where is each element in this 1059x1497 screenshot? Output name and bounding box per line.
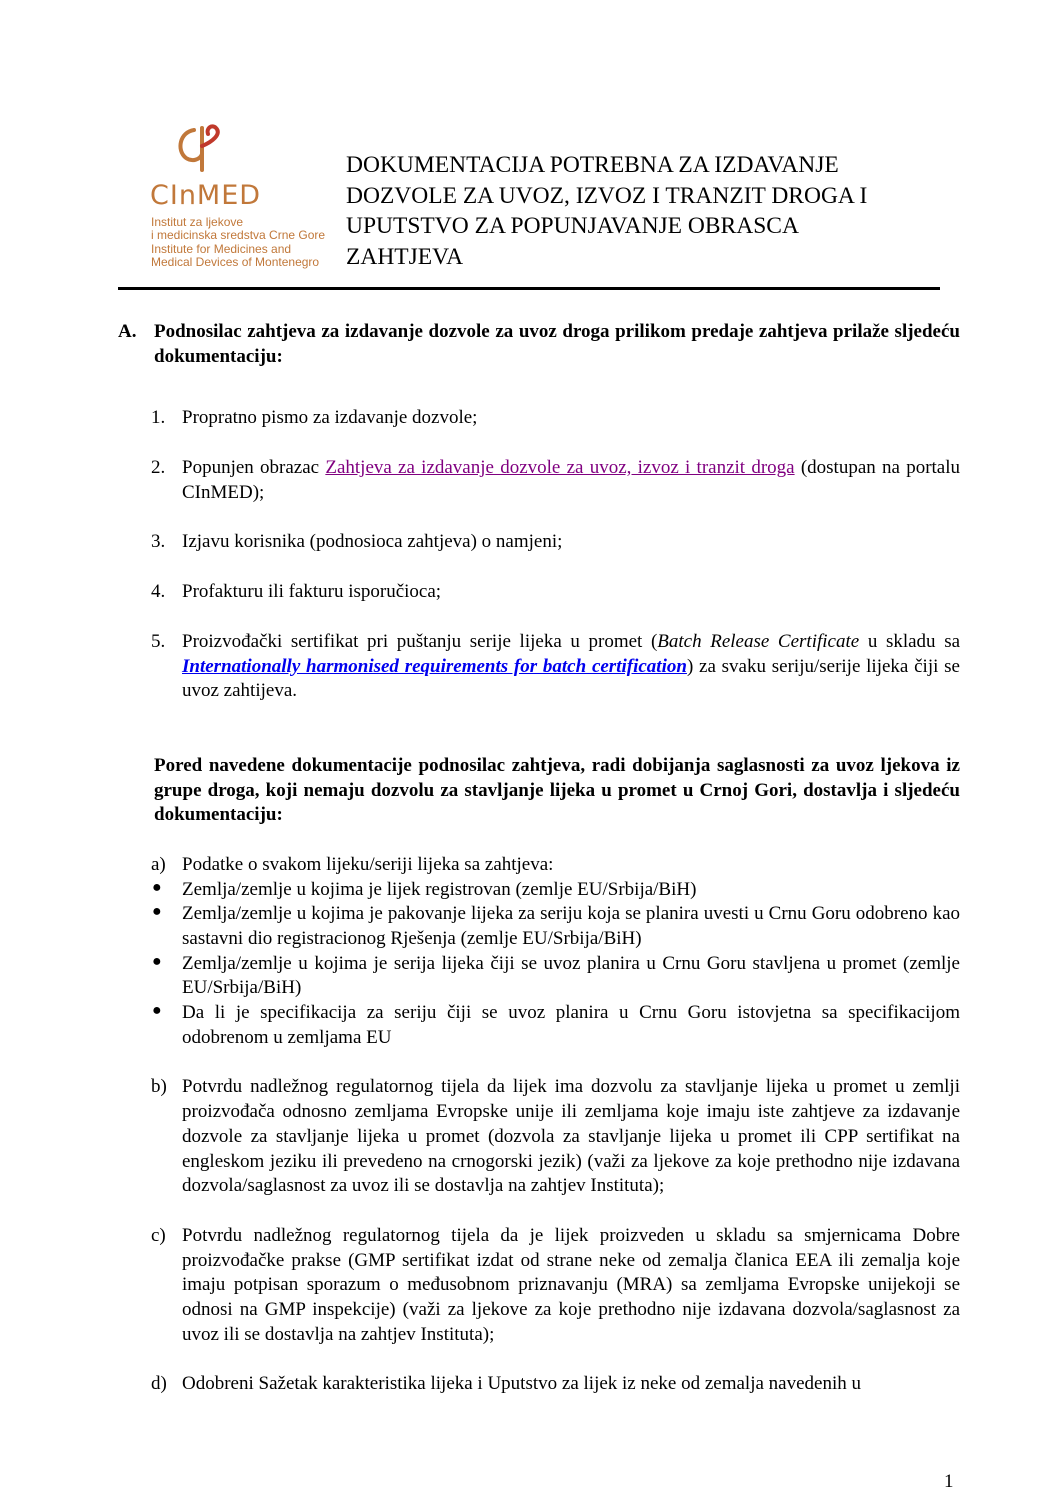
item-text: Potvrdu nadležnog regulatornog tijela da lijek ima dozvolu za stavljanje lijeka u promet u zemlji proizvođača odnosno zemljama Evropske unije ili zemljama koje imaju iste zahtjeve za izdavanje dozvole za stavljanje lijeka u promet (dozvola za stavljanje lijeka u promet ili CPP sertifikat na engleskom jeziku ili prevedeno na crnogorski jezik) (važi za ljekove za koje prethodno nije izdavana dozvola/saglasnost za uvoz ili se dostavlja na zahtjev Instituta); xyxy=(182,1076,960,1197)
batch-certification-link[interactable]: Internationally harmonised requirements for batch certification xyxy=(182,655,687,677)
item-letter: d) xyxy=(151,1373,167,1395)
bullet-icon: ● xyxy=(152,952,162,970)
bullet-item xyxy=(118,902,960,951)
title-line: DOZVOLE ZA UVOZ, IZVOZ I TRANZIT DROGA I xyxy=(346,182,868,209)
page-number: 1 xyxy=(944,1471,954,1492)
list-text: Propratno pismo za izdavanje dozvole; xyxy=(182,407,478,429)
cinmed-emblem-icon xyxy=(172,124,232,176)
lettered-item xyxy=(118,853,960,878)
bullet-icon: ● xyxy=(152,878,162,896)
item-text: Potvrdu nadležnog regulatornog tijela da je lijek proizveden u skladu sa smjernicama Dobre proizvođačke prakse (GMP sertifikat izdat od strane neke od zemalja članica EEA ili zemalja koje imaju potpisan sporazum o međusobnom priznavanju (MRA) sa zemljama Evropske unijekoji se odnosi na GMP inspekcije) (važi za ljekove za koje prethodno nije izdavana dozvola/saglasnost za uvoz ili se dostavlja na zahtjev Instituta); xyxy=(182,1224,960,1345)
lettered-item xyxy=(118,1224,960,1347)
bullet-icon: ● xyxy=(152,1002,162,1020)
logo-subtitle-line: Institute for Medicines and xyxy=(151,241,292,256)
section-marker: A. xyxy=(118,321,137,342)
bullet-text: Zemlja/zemlje u kojima je lijek registrovan (zemlje EU/Srbija/BiH) xyxy=(182,878,697,900)
list-item xyxy=(118,456,960,505)
item-letter: a) xyxy=(151,853,166,875)
request-form-link[interactable]: Zahtjeva za izdavanje dozvole za uvoz, izvoz i tranzit droga xyxy=(325,457,795,479)
title-line: DOKUMENTACIJA POTREBNA ZA IZDAVANJE xyxy=(346,152,839,178)
list-text-part: Popunjen obrazac xyxy=(182,457,326,479)
list-number: 1. xyxy=(151,407,166,429)
bullet-item xyxy=(118,952,960,1001)
logo-subtitle-line: i medicinska sredstva Crne Gore xyxy=(151,228,326,243)
list-item xyxy=(118,530,960,555)
section-heading-text: Podnosilac zahtjeva za izdavanje dozvole za uvoz droga prilikom predaje zahtjeva prilaže sljedeću dokumentaciju: xyxy=(154,321,960,367)
logo-subtitle-line: Medical Devices of Montenegro xyxy=(151,255,320,270)
logo-name: CInMED xyxy=(150,180,262,211)
cinmed-logo xyxy=(150,124,326,274)
item-letter: b) xyxy=(151,1076,167,1098)
logo-subtitle xyxy=(151,216,331,270)
list-number: 4. xyxy=(151,581,166,603)
item-text: Odobreni Sažetak karakteristika lijeka i Uputstvo za lijek iz neke od zemalja navedenih u xyxy=(182,1373,861,1395)
item-text: Podatke o svakom lijeku/seriji lijeka sa zahtjeva: xyxy=(182,853,554,875)
additional-docs-intro: Pored navedene dokumentacije podnosilac zahtjeva, radi dobijanja saglasnosti za uvoz ljekova iz grupe droga, koji nemaju dozvolu za stavljanje lijeka u promet u Crnoj Gori, dostavlja i sljedeću dokumentaciju: xyxy=(154,754,960,826)
list-text xyxy=(182,630,960,704)
list-item xyxy=(118,580,960,605)
bullet-item xyxy=(118,1001,960,1050)
bullet-text: Zemlja/zemlje u kojima je pakovanje lijeka za seriju koja se planira uvesti u Crnu Goru odobreno kao sastavni dio registracionog Rješenja (zemlje EU/Srbija/BiH) xyxy=(182,903,960,949)
document-body xyxy=(118,320,960,1397)
list-text-part: Proizvođački sertifikat pri puštanju serije lijeka u promet ( xyxy=(182,630,658,652)
title-line: UPUTSTVO ZA POPUNJAVANJE OBRASCA xyxy=(346,213,799,240)
list-text-part: (dostupan na portalu CInMED); xyxy=(182,457,961,503)
title-line: ZAHTJEVA xyxy=(346,243,464,270)
section-a-heading xyxy=(118,320,960,369)
bullet-text: Da li je specifikacija za seriju čiji se uvoz planira u Crnu Goru istovjetna sa specifikacijom odobrenom u zemljama EU xyxy=(182,1002,960,1048)
header-divider xyxy=(118,287,940,290)
list-number: 3. xyxy=(151,531,166,553)
list-number: 5. xyxy=(151,630,166,652)
list-text: Izjavu korisnika (podnosioca zahtjeva) o namjeni; xyxy=(182,531,563,553)
list-text: Profakturu ili fakturu isporučioca; xyxy=(182,581,442,603)
list-item xyxy=(118,406,960,431)
lettered-item xyxy=(118,1372,960,1397)
list-text-emphasis: Batch Release Certificate xyxy=(657,630,860,652)
list-text-part: ) za svaku seriju/serije lijeka čiji se uvoz zahtijeva. xyxy=(182,655,960,702)
document-title xyxy=(346,150,946,272)
list-text-part: u skladu sa xyxy=(859,630,961,652)
logo-subtitle-line: Institut za ljekove xyxy=(151,215,244,229)
bullet-item xyxy=(118,878,960,903)
list-item xyxy=(118,630,960,704)
item-letter: c) xyxy=(151,1224,166,1246)
lettered-item xyxy=(118,1075,960,1198)
bullet-text: Zemlja/zemlje u kojima je serija lijeka čiji se uvoz planira u Crnu Goru stavljena u promet (zemlje EU/Srbija/BiH) xyxy=(182,952,960,999)
bullet-icon: ● xyxy=(152,903,162,921)
list-text xyxy=(182,456,960,505)
list-number: 2. xyxy=(151,457,166,479)
